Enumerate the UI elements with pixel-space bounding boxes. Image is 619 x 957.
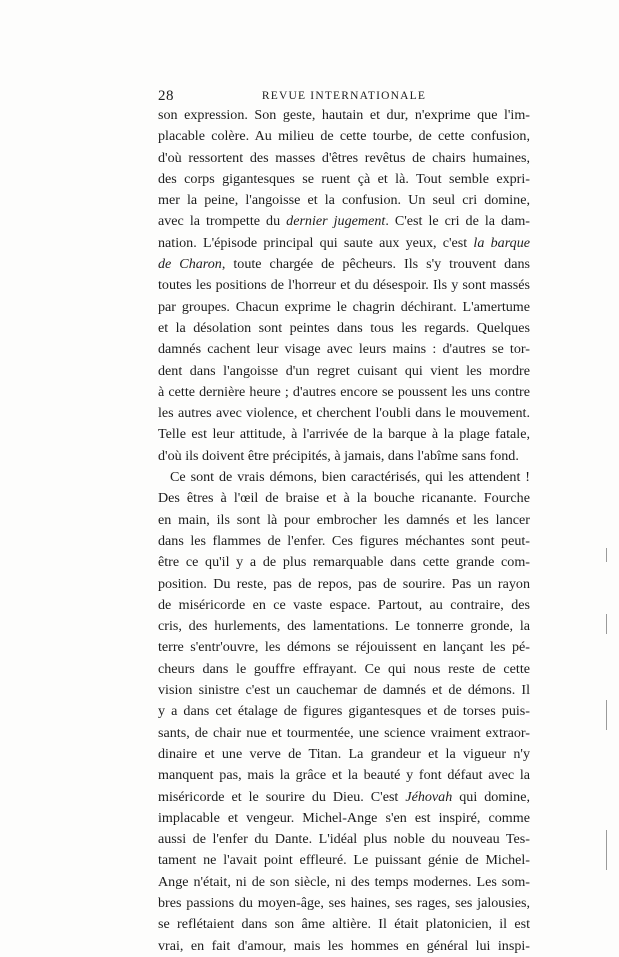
text-span: être ce qu'il y a de plus remarquable dans cette grande com- xyxy=(158,554,530,571)
text-line xyxy=(158,275,530,296)
text-span: bres passions du moyen-âge, ses haines, ses rages, ses jalousies, xyxy=(158,894,530,911)
text-line xyxy=(158,403,530,424)
text-line xyxy=(158,169,530,190)
text-span: qui domine, xyxy=(452,788,531,805)
italic-text: de Charon xyxy=(158,256,222,273)
text-line xyxy=(158,659,530,680)
text-line xyxy=(158,148,530,169)
text-span: vision sinistre c'est un cauchemar de damnés et de démons. Il xyxy=(158,682,530,699)
text-span: implacable et vengeur. Michel-Ange s'en est inspiré, comme xyxy=(158,809,530,826)
text-line xyxy=(158,105,530,126)
page-header xyxy=(158,88,530,106)
text-span: d'où ressortent des masses d'êtres revêtus de chairs humaines, xyxy=(158,149,530,166)
text-line xyxy=(158,126,530,147)
text-line xyxy=(158,382,530,403)
text-span: Ange n'était, ni de son siècle, ni des temps modernes. Les som- xyxy=(158,873,530,890)
text-line xyxy=(158,829,530,850)
text-span: son expression. Son geste, hautain et dur, n'exprime que l'im- xyxy=(158,107,530,123)
text-line xyxy=(158,552,530,573)
text-span: aussi de l'enfer du Dante. L'idéal plus noble du nouveau Tes- xyxy=(158,831,530,848)
text-line xyxy=(158,531,530,552)
text-span: dent dans l'angoisse d'un regret cuisant qui vient les mordre xyxy=(158,362,530,379)
text-line xyxy=(158,637,530,658)
text-span: position. Du reste, pas de repos, pas de sourire. Pas un rayon xyxy=(158,575,530,592)
text-span: mer la peine, l'angoisse et la confusion. Un seul cri domine, xyxy=(158,192,530,209)
text-line xyxy=(158,765,530,786)
text-line xyxy=(158,467,530,488)
text-line xyxy=(158,233,530,254)
text-line xyxy=(158,787,530,808)
text-line xyxy=(158,424,530,445)
scan-edge-mark xyxy=(606,548,607,562)
text-span: sants, de chair nue et tourmentée, une science vraiment extraor- xyxy=(158,724,530,741)
text-span: avec la trompette du xyxy=(158,213,287,230)
text-span: manquent pas, mais la grâce et la beauté y font défaut avec la xyxy=(158,767,530,784)
text-line xyxy=(158,808,530,829)
text-line xyxy=(158,616,530,637)
text-line xyxy=(158,893,530,914)
text-line xyxy=(158,914,530,935)
text-span: cris, des hurlements, des lamentations. Le tonnerre gronde, la xyxy=(158,618,530,635)
italic-text: dernier jugement xyxy=(286,213,386,230)
text-span: vrai, en fait d'amour, mais les hommes en général lui inspi- xyxy=(158,937,530,954)
text-line xyxy=(158,574,530,595)
text-line xyxy=(158,488,530,509)
scan-edge-mark xyxy=(606,830,607,870)
text-line xyxy=(158,510,530,531)
page-number: 28 xyxy=(158,88,174,104)
text-line xyxy=(158,701,530,722)
text-line xyxy=(158,872,530,893)
text-span: en main, ils sont là pour embrocher les damnés et les lancer xyxy=(158,511,530,528)
text-span: Ce sont de vrais démons, bien caractérisés, qui les attendent ! xyxy=(170,469,530,486)
text-line xyxy=(158,446,530,467)
text-line xyxy=(158,850,530,871)
text-line xyxy=(158,297,530,318)
text-span: terre s'entr'ouvre, les démons se réjouissent en lançant les pé- xyxy=(158,639,530,656)
text-span: les autres avec violence, et cherchent l'oubli dans le mouvement. xyxy=(158,405,530,422)
text-line xyxy=(158,744,530,765)
scan-edge-mark xyxy=(606,700,607,730)
text-line xyxy=(158,680,530,701)
text-span: damnés cachent leur visage avec leurs mains : d'autres se tor- xyxy=(158,341,530,358)
text-line xyxy=(158,190,530,211)
text-line xyxy=(158,254,530,275)
text-span: placable colère. Au milieu de cette tourbe, de cette confusion, xyxy=(158,128,530,145)
scan-edge-mark xyxy=(606,614,607,634)
text-span: Telle est leur attitude, à l'arrivée de la barque à la plage fatale, xyxy=(158,426,530,443)
text-span: , toute chargée de pêcheurs. Ils s'y trouvent dans xyxy=(221,256,530,273)
text-line xyxy=(158,211,530,232)
text-span: dinaire et une verve de Titan. La grandeur et la vigueur n'y xyxy=(158,745,530,762)
text-line xyxy=(158,936,530,957)
text-span: d'où ils doivent être précipités, à jamais, dans l'abîme sans fond. xyxy=(158,447,519,464)
text-line xyxy=(158,339,530,360)
text-span: à cette dernière heure ; d'autres encore se poussent les uns contre xyxy=(158,383,530,400)
text-span: par groupes. Chacun exprime le chagrin déchirant. L'amertume xyxy=(158,298,530,315)
text-span: dans les flammes de l'enfer. Ces figures méchantes sont peut- xyxy=(158,532,530,549)
italic-text: Jéhovah xyxy=(405,788,453,805)
text-span: de miséricorde en ce vaste espace. Partout, au contraire, des xyxy=(158,596,530,613)
text-span: miséricorde et le sourire du Dieu. C'est xyxy=(158,788,406,805)
text-span: tament ne l'avait point effleuré. Le puissant génie de Michel- xyxy=(158,852,530,869)
text-span: toutes les positions de l'horreur et du désespoir. Ils y sont massés xyxy=(158,277,530,294)
text-span: se reflétaient dans son âme altière. Il était platonicien, il est xyxy=(158,916,530,933)
text-span: et la désolation sont peintes dans tous les regards. Quelques xyxy=(158,319,530,336)
text-line xyxy=(158,595,530,616)
text-span: des corps gigantesques se ruent çà et là. Tout semble expri- xyxy=(158,170,530,187)
text-span: nation. L'épisode principal qui saute aux yeux, c'est xyxy=(158,234,474,251)
italic-text: la barque xyxy=(473,234,530,251)
text-span: y a dans cet étalage de figures gigantesques et de torses puis- xyxy=(158,703,530,720)
body-text xyxy=(158,105,530,957)
text-span: Des êtres à l'œil de braise et à la bouche ricanante. Fourche xyxy=(158,490,530,507)
running-title: REVUE INTERNATIONALE xyxy=(261,90,427,102)
text-span: cheurs dans le gouffre effrayant. Ce qui nous reste de cette xyxy=(158,660,530,677)
text-line xyxy=(158,318,530,339)
text-line xyxy=(158,723,530,744)
text-line xyxy=(158,361,530,382)
text-span: . C'est le cri de la dam- xyxy=(385,213,530,230)
